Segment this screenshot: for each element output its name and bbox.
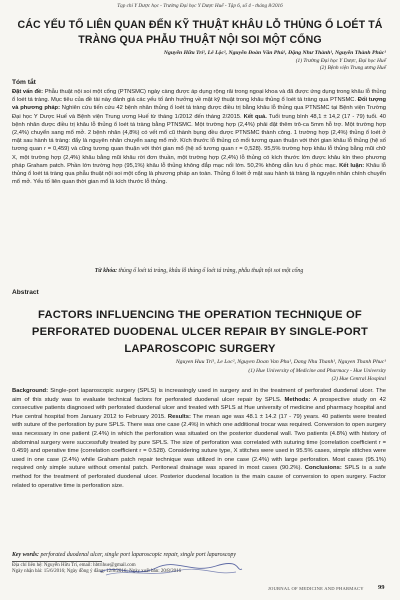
page-number: 99 [378,584,385,591]
footnote-contact: Địa chỉ liên hệ: Nguyễn Hữu Trí, email: hbtrihue@gmail.com [12,563,136,568]
running-header: Tạp chí Y Dược học - Trường Đại học Y Dược Huế - Tập 6, số 4 - tháng 8/2016 [117,3,283,9]
vn-affiliation-1: (1) Trường Đại học Y Dược, Đại học Huế [295,58,386,64]
abstract-heading: Abstract [12,289,39,296]
en-methods-label: Methods: [284,396,311,403]
footnote-dates: Ngày nhận bài: 15/6/2016; Ngày đồng ý đăng: 12/8/2016; Ngày xuất bản: 20/8/2016 [12,569,182,574]
vietnamese-title: CÁC YẾU TỐ LIÊN QUAN ĐẾN KỸ THUẬT KHÂU LỖ THỦNG Ổ LOÉT TÁ TRÀNG QUA PHẪU THUẬT NỘI SOI MỘT CỔNG [17,19,383,46]
footnote-divider [12,561,102,562]
vn-keywords-label: Từ khóa: [94,268,118,274]
english-authors: Nguyen Huu Tri¹, Le Loc², Nguyen Doan Van Phu¹, Dang Nhu Thanh¹, Nguyen Thanh Phuc¹ [175,359,386,365]
vn-background-label: Đặt vấn đề: [12,89,44,95]
pen-scribble-mark [96,560,246,580]
vn-summary-body [12,88,386,186]
english-title: FACTORS INFLUENCING THE OPERATION TECHNIQUE OF PERFORATED DUODENAL ULCER REPAIR BY SINGLE-PORT LAPAROSCOPIC SURGERY [31,309,369,355]
en-keywords-text: perforated duodenal ulcer, single port laparoscopic repair, single port laparoscopy [39,552,236,558]
en-abstract-body [12,387,386,490]
en-affiliation-2: (2) Hue Central Hospital [331,376,386,382]
en-conclusions-text: SPLS is a safe method for the treatment of perforated duodenal ulcer. Posterior duodenal location is the main cause of conversion to open surgery. Factor related to operative time is perforation size. [12,465,386,489]
en-background-label: Background: [12,388,49,394]
english-affiliations [86,367,386,383]
vietnamese-affiliations [186,58,386,72]
vn-conclusion-label: Kết luận: [339,162,365,169]
vn-affiliation-2: (2) Bệnh viện Trung ương Huế [319,65,386,71]
en-affiliation-1: (1) Hue University of Medicine and Pharmacy - Hue University [248,368,386,374]
journal-footer: JOURNAL OF MEDICINE AND PHARMACY [268,586,364,591]
vn-keywords-text: thủng ổ loét tá tràng, khâu lỗ thủng ổ loét tá tràng, phẫu thuật nội soi một cổng [117,268,304,274]
en-results-text: The mean age was 48.1 ± 14.2 (17 - 79) years. 40 patients were treated with suture of the perforation by pure SPLS. There was one case (2.4%) in which one additional trocar was required. Conversion to open surgery was necessary in one patient (2.4%) in which the perforation was situated on the posterior duodenal wall. Two patients (4.8%) with history of abdominal surgery were successfully treated by pure SPLS. The size of perforation was correlated with suturing time (correlation coefficient r = 0.459) and operative time (correlation coefficient r = 0.528). Considering suture type, X stitches were used in 95.5% cases, simple stitches were used in one case (2.4%) while Graham patch repair technique was utilized in one case (2.4%) with large perforation. Most cases (95.1%) required only simple suture without omental patch. Peritoneal drainage was spared in most cases (90.2%). [12,413,386,472]
en-results-label: Results: [167,413,191,420]
vn-methods-label: Đối tượng và phương pháp: [12,97,386,112]
vn-results-text: Tuổi trung bình 48,1 ± 14,2 (17 - 79) tuổi. 40 bệnh nhân được điều trị khâu lỗ thủng ổ loét tá tràng bằng PTNSMC. Một trường hợp (2,4%) phải đặt thêm trô-ca 5mm hỗ trợ. Một trường hợp (2,4%) chuyển sang mổ mở. 2 bệnh nhân (4,8%) có vết mổ cũ thành bụng đều được PTNSMC thành công. 1 trường hợp (2,4%) thủng ổ loét ở mặt sau hành tá tràng: đẩy là nguyên nhân chuyển sang mổ mở. Kích thước lỗ thủng có mối tương quan thuận với thời gian khâu lỗ thủng (hệ số tương quan r = 0,459) và cũng tương quan thuận với thời gian mổ (hệ số tương quan r = 0,528). 95,5% trường hợp khâu lỗ thủng bằng mũi chữ X, một trường hợp (2,4%) khâu bằng mũi khâu rời đơn thuần, một trường hợp (2,4%) lỗ thủng có kích thước lớn được khâu kín theo phương pháp Graham patch. Phần lớn trường hợp (95,1%) khâu lỗ thủng không đắp mạc nối lớn. 50,2% không dẫn lưu ổ phúc mạc. [12,113,387,169]
vn-background-text: Phẫu thuật nội soi một cổng (PTNSMC) ngày càng được áp dụng rộng rãi trong ngoại khoa và đã được ứng dụng trong khâu lỗ thủng ổ loét tá tràng. Mục tiêu của đề tài này đánh giá các yếu tố ảnh hưởng về mặt kỹ thuật trong khâu thủng ổ loét tá tràng qua PTNSMC. [12,89,386,104]
vn-conclusion-text: Khâu lỗ thủng ổ loét tá tràng qua phẫu thuật nội soi một cổng là phương pháp an toàn. Thủng ổ loét ở mặt sau hành tá tràng là nguyên nhân chính chuyển mổ mở. Yếu tố liên quan thời gian mổ là kích thước lỗ thủng. [12,162,386,186]
vn-methods-text: Nghiên cứu tiến cứu 42 bệnh nhân thủng ổ loét tá tràng được điều trị bằng khâu lỗ thủng qua PTNSMC tại Bệnh viện Trường Đại học Y Dược Huế và Bệnh viện Trung ương Huế từ tháng 1/2012 đến tháng 2/2015. [12,105,386,120]
en-keywords [12,551,386,559]
en-methods-text: A prospective study on 42 consecutive patients diagnosed with perforated duodenal ulcer and treated with SPLS at Hue university of medicine and pharmacy hospital and Hue central hospital from January 2012 to February 2015. [12,396,386,420]
en-background-text: Single-port laparoscopic surgery (SPLS) is increasingly used in surgery and in the treatment of perforated duodenal ulcer. The aim of this study was to evaluate technical factors for perforated duodenal ulcer repair by SPLS. [12,388,386,403]
vietnamese-authors: Nguyễn Hữu Trí¹, Lê Lộc², Nguyễn Đoàn Văn Phú¹, Đặng Như Thành¹, Nguyễn Thành Phúc¹ [163,50,386,56]
en-conclusions-label: Conclusions: [304,465,342,472]
vn-keywords [12,267,386,275]
en-keywords-label: Key words: [12,552,39,558]
vn-summary-heading: Tóm tắt [12,79,36,86]
vn-results-label: Kết quả. [243,113,267,120]
